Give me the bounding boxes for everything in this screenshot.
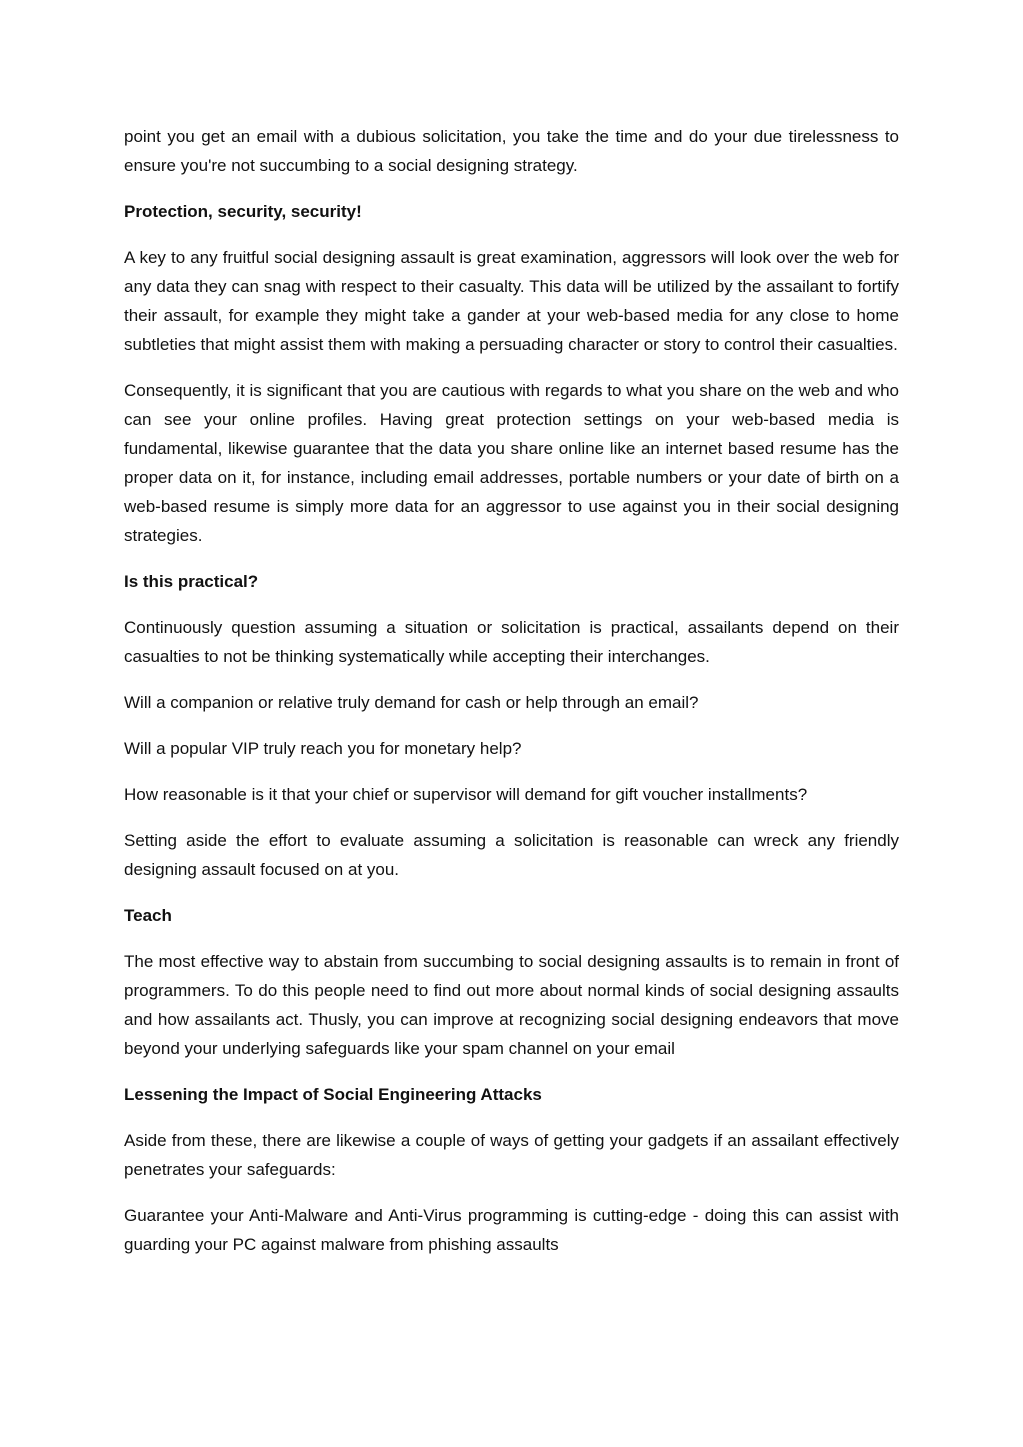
paragraph-research: A key to any fruitful social designing assault is great examination, aggressors will look over the web for any data they can snag with respect to their casualty. This data will be utilized by the assailant to fortify their assault, for example they might take a gander at your web-based media for any close to home subtleties that might assist them with making a persuading character or story to control their casualties. — [124, 248, 899, 354]
paragraph-programmers: The most effective way to abstain from succumbing to social designing assaults is to remain in front of programmers. To do this people need to find out more about normal kinds of social designing assaults and how assailants act. Thusly, you can improve at recognizing social designing endeavors that move beyond your underlying safeguards like your spam channel on your email — [124, 952, 899, 1058]
paragraph-vip: Will a popular VIP truly reach you for monetary help? — [124, 739, 522, 758]
paragraph-continuation: point you get an email with a dubious solicitation, you take the time and do your due tirelessness to ensure you're not succumbing to a social designing strategy. — [124, 127, 899, 175]
paragraph-aside: Aside from these, there are likewise a couple of ways of getting your gadgets if an assailant effectively penetrates your safeguards: — [124, 1131, 899, 1179]
section-heading-lessening: Lessening the Impact of Social Engineering Attacks — [124, 1085, 542, 1104]
document-page — [124, 122, 899, 1276]
paragraph-consequently: Consequently, it is significant that you are cautious with regards to what you share on the web and who can see your online profiles. Having great protection settings on your web-based media is fundamental, likewise guarantee that the data you share online like an internet based resume has the proper data on it, for instance, including email addresses, portable numbers or your date of birth on a web-based resume is simply more data for an aggressor to use against you in their social designing strategies. — [124, 381, 899, 545]
paragraph-question: Continuously question assuming a situation or solicitation is practical, assailants depend on their casualties to not be thinking systematically while accepting their interchanges. — [124, 618, 899, 666]
section-heading-teach: Teach — [124, 906, 172, 925]
paragraph-antimalware: Guarantee your Anti-Malware and Anti-Virus programming is cutting-edge - doing this can assist with guarding your PC against malware from phishing assaults — [124, 1206, 899, 1254]
paragraph-evaluate: Setting aside the effort to evaluate assuming a solicitation is reasonable can wreck any friendly designing assault focused on at you. — [124, 831, 899, 879]
paragraph-companion: Will a companion or relative truly demand for cash or help through an email? — [124, 693, 699, 712]
section-heading-privacy: Protection, security, security! — [124, 202, 362, 221]
paragraph-supervisor: How reasonable is it that your chief or supervisor will demand for gift voucher installments? — [124, 785, 808, 804]
section-heading-practical: Is this practical? — [124, 572, 259, 591]
